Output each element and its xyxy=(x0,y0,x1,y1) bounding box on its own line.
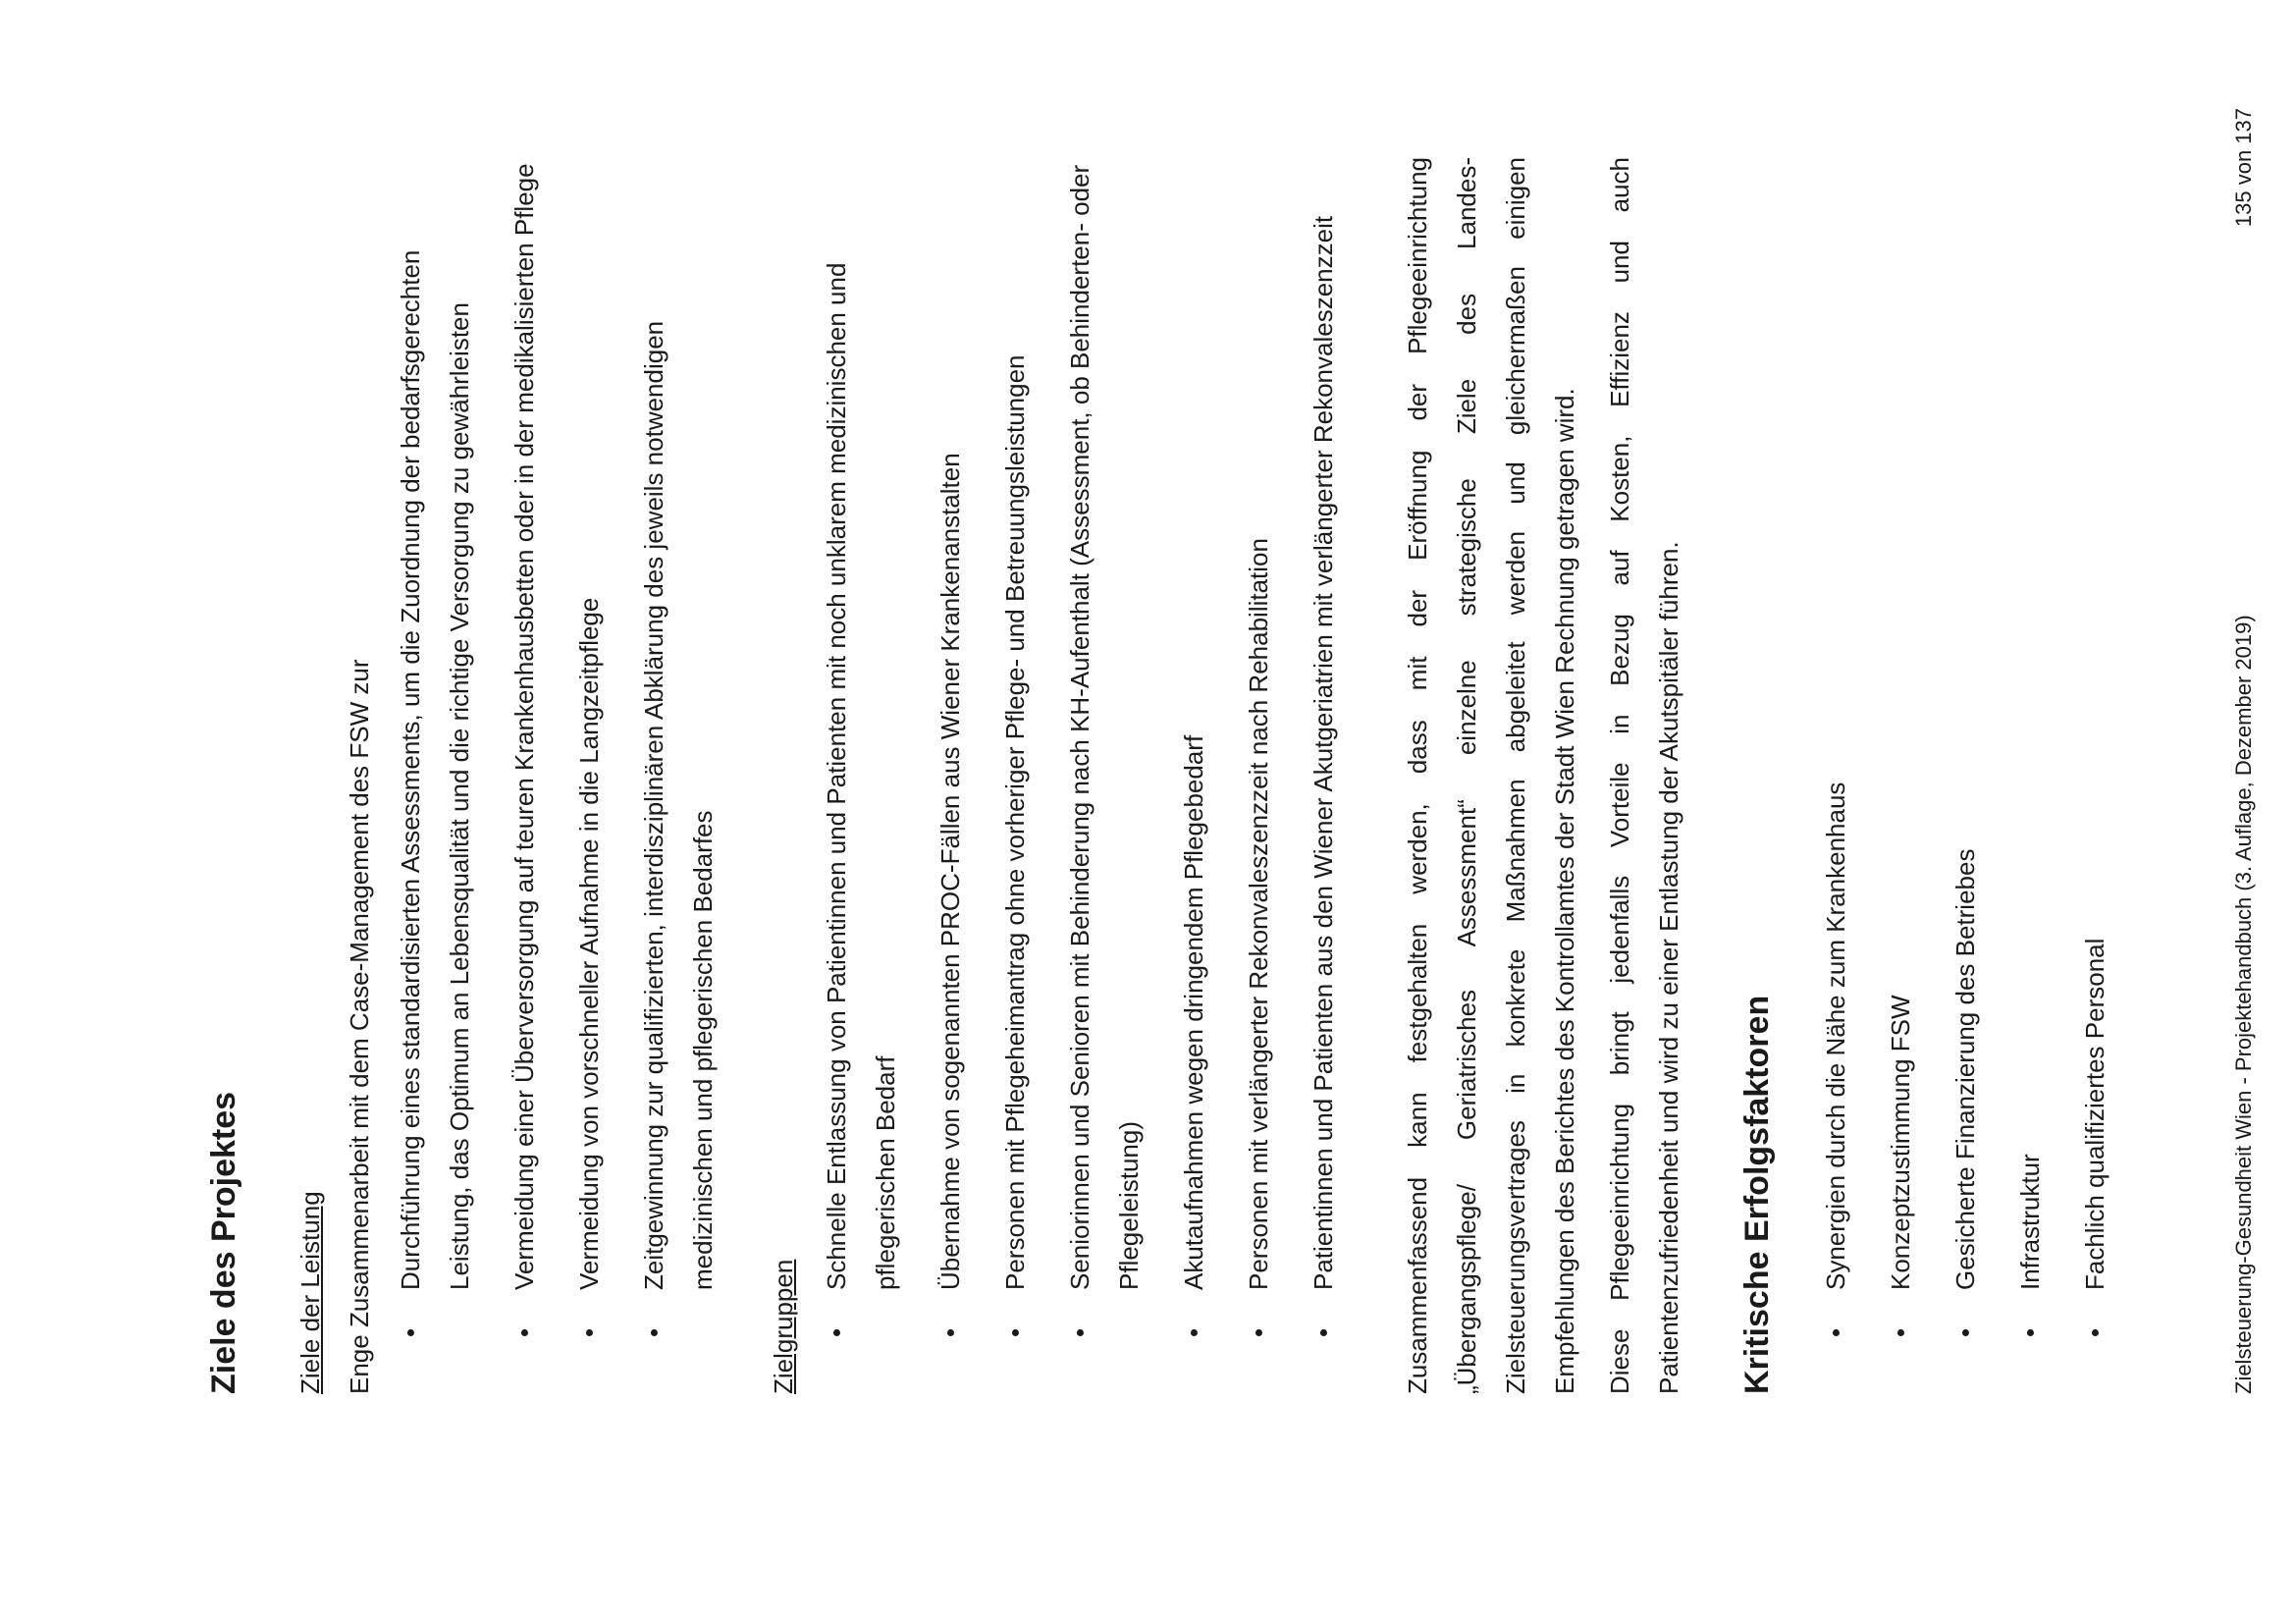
service-goals-list xyxy=(386,157,727,1337)
success-factors-list xyxy=(1811,157,2119,1337)
list-item: • Vermeidung von vorschneller Aufnahme in die Langzeitpflege xyxy=(564,157,614,1337)
service-intro-text: Enge Zusammenarbeit mit dem Case-Management des FSW zur xyxy=(345,659,374,1394)
heading-critical-success-factors: Kritische Erfolgsfaktoren xyxy=(1738,995,1776,1394)
list-item: • Synergien durch die Nähe zum Krankenhaus xyxy=(1811,157,1860,1337)
page-content xyxy=(199,157,2135,1394)
target-groups-list xyxy=(812,157,1348,1337)
list-item: • Schnelle Entlassung von Patientinnen und Patienten mit noch unklarem medizinischen und pflegerischen Bedarf xyxy=(812,157,910,1337)
list-item: • Durchführung eines standardisierten Assessments, um die Zuordnung der bedarfsgerechten Leistung, das Optimum an Lebensqualität und die richtige Versorgung zu gewährleisten xyxy=(386,157,484,1337)
list-item: • Seniorinnen und Senioren mit Behinderung nach KH-Aufenthalt (Assessment, ob Behinderten- oder Pflegeleistung) xyxy=(1055,157,1153,1337)
list-item: • Patientinnen und Patienten aus den Wiener Akutgeriatrien mit verlängerter Rekonvaleszenzzeit xyxy=(1299,157,1348,1337)
benefits-paragraph: Diese Pflegeeinrichtung bringt jedenfalls Vorteile in Bezug auf Kosten, Effizienz und auch Patientenzufriedenheit und wird zu einer Entlastung der Akutspitäler führen. xyxy=(1605,157,1683,1394)
summary-paragraph: Zusammenfassend kann festgehalten werden, dass mit der Eröffnung der Pflegeeinrichtung „Übergangspflege/ Geriatrisches Assessment“ einzelne strategische Ziele des Landes-Zielsteuerungsvertrages in konkrete Maßnahmen abgeleitet werden und gleichermaßen einigen Empfehlungen des Berichtes des Kontrollamtes der Stadt Wien Rechnung getragen wird. xyxy=(1403,157,1579,1394)
list-item: • Zeitgewinnung zur qualifizierten, interdisziplinären Abklärung des jeweils notwendigen medizinischen und pflegerischen Bedarfes xyxy=(629,157,727,1337)
list-item: • Konzeptzustimmung FSW xyxy=(1876,157,1925,1337)
subheading-target-groups: Zielgruppen xyxy=(769,1259,798,1394)
list-item: • Gesicherte Finanzierung des Betriebes xyxy=(1941,157,1990,1337)
list-item: • Personen mit Pflegeheimantrag ohne vorheriger Pflege- und Betreuungsleistungen xyxy=(990,157,1040,1337)
heading-project-goals: Ziele des Projektes xyxy=(205,1091,242,1394)
subheading-service-goals: Ziele der Leistung xyxy=(295,1191,325,1394)
list-item: • Fachlich qualifiziertes Personal xyxy=(2070,157,2119,1337)
list-item: • Übernahme von sogenannten PROC-Fällen aus Wiener Krankenanstalten xyxy=(926,157,975,1337)
footer-document-title: Zielsteuerung-Gesundheit Wien - Projektehandbuch (3. Auflage, Dezember 2019) xyxy=(2231,615,2256,1394)
list-item: • Vermeidung einer Überversorgung auf teuren Krankenhausbetten oder in der medikalisierten Pflege xyxy=(500,157,549,1337)
footer-page-number: 135 von 137 xyxy=(2231,108,2256,228)
list-item: • Akutaufnahmen wegen dringendem Pflegebedarf xyxy=(1169,157,1218,1337)
list-item: • Personen mit verlängerter Rekonvaleszenzzeit nach Rehabilitation xyxy=(1234,157,1283,1337)
list-item: • Infrastruktur xyxy=(2005,157,2055,1337)
